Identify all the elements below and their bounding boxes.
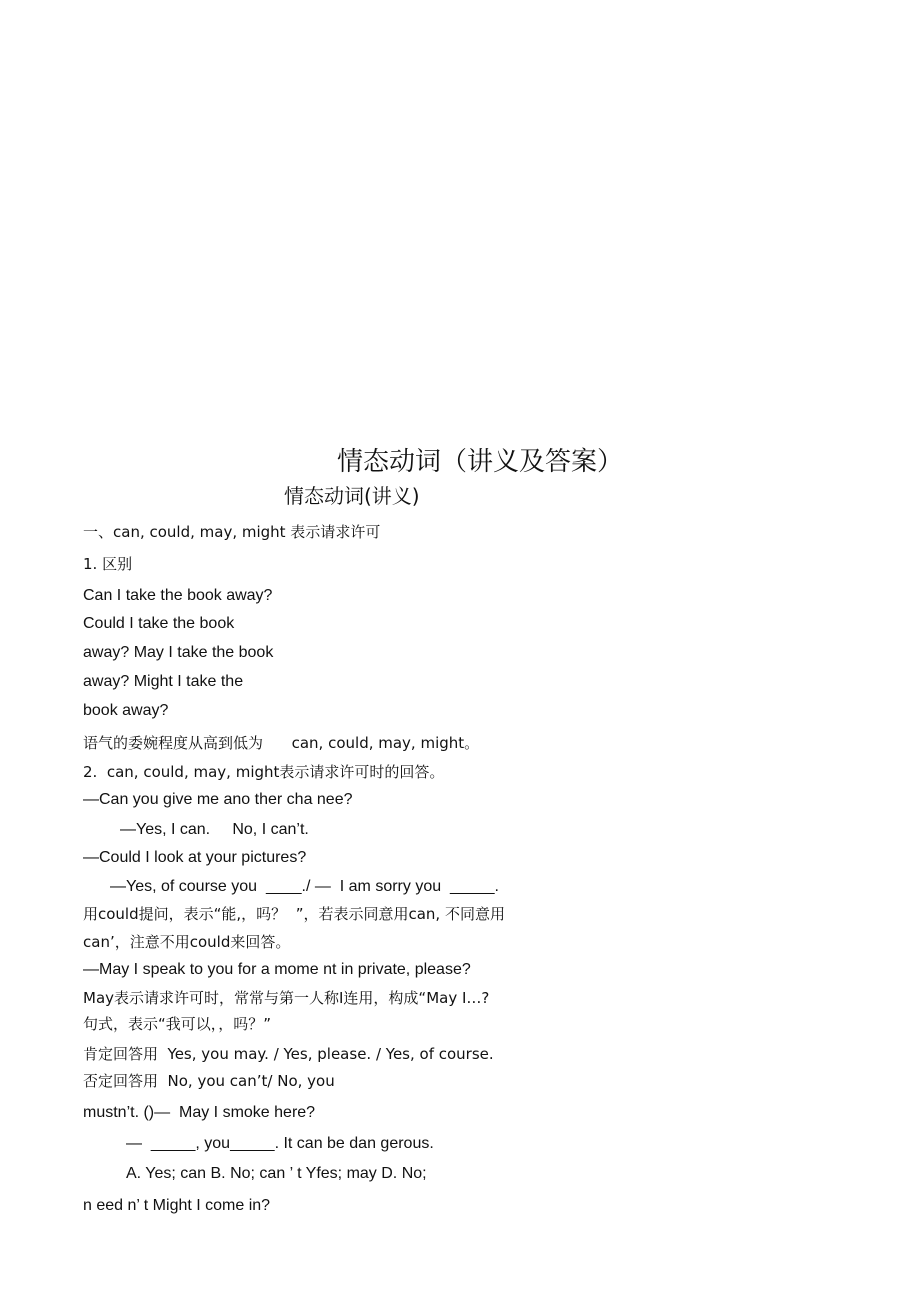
dialogue-line: —Yes, of course you ____./ — I am sorry you _____. (110, 878, 499, 895)
text-line: 肯定回答用 Yes, you may. / Yes, please. / Yes, of course. (83, 1045, 494, 1063)
text-line: 句式，表示“我可以，，吗？” (83, 1015, 272, 1033)
text-line: away? Might I take the (83, 673, 244, 690)
document-title: 情态动词（讲义及答案） (336, 447, 623, 477)
document-subtitle: 情态动词(讲义) (284, 484, 420, 508)
question-line: — _____, you_____. It can be dan gerous. (126, 1135, 434, 1152)
text-line: Could I take the book (83, 615, 235, 632)
dialogue-line: —Can you give me ano ther cha nee? (83, 791, 353, 808)
section-heading-1: 一、can, could, may, might 表示请求许可 (83, 523, 381, 541)
subheading-difference: 1. 区别 (83, 555, 133, 573)
answer-options: A. Yes; can B. No; can ’ t Yfes; may D. No; (126, 1165, 427, 1182)
text-line: 用could提问，表示“能,，吗？ ”，若表示同意用can, 不同意用 (83, 905, 505, 923)
question-line: mustn’t. ()— May I smoke here? (83, 1104, 316, 1121)
text-line: May表示请求许可时，常常与第一人称I连用，构成“May I…? (83, 989, 490, 1007)
dialogue-line: —May I speak to you for a mome nt in private, please? (83, 961, 471, 978)
text-line: Can I take the book away? (83, 587, 273, 604)
text-line: can’，注意不用could来回答。 (83, 933, 291, 951)
text-line: 语气的委婉程度从高到低为 can, could, may, might。 (83, 734, 480, 752)
dialogue-line: —Yes, I can. No, I can’t. (120, 821, 309, 838)
text-line: n eed n’ t Might I come in? (83, 1197, 271, 1214)
text-line: 否定回答用 No, you can’t/ No, you (83, 1072, 335, 1090)
text-line: away? May I take the book (83, 644, 274, 661)
subheading-answers: 2. can, could, may, might表示请求许可时的回答。 (83, 763, 445, 781)
text-line: book away? (83, 702, 169, 719)
dialogue-line: —Could I look at your pictures? (83, 849, 307, 866)
